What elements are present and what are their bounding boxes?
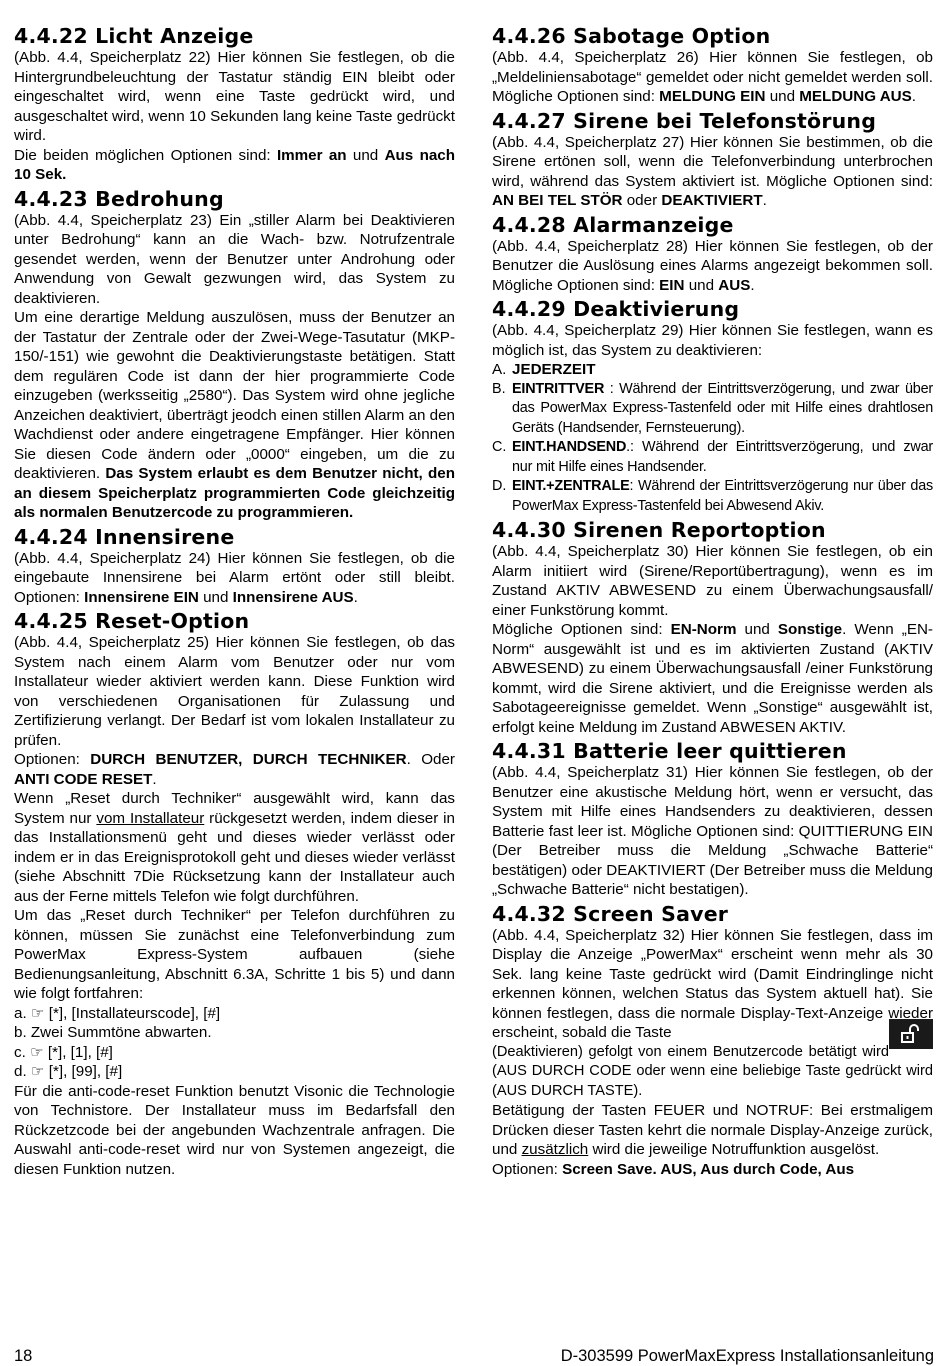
paragraph: (Abb. 4.4, Speicherplatz 31) Hier können Sie festlegen, ob der Benutzer eine akustische Meldung hört, wenn er versucht, das System mit Hilfe eines Handsenders zu deaktivieren, dessen Batterie fast leer ist. Mögliche Optionen sind: QUITTIERUNG EIN (Der Betreiber muss die Meldung „Schwache Batterie“ bestätigen) oder DEAKTIVIERT (Der Betreiber muss die Meldung „Schwache Batterie“ nicht bestatigen). xyxy=(492,764,933,898)
paragraph: (Abb. 4.4, Speicherplatz 24) Hier können Sie festlegen, ob die eingebaute Innensirene bei Alarm ertönt oder still bleibt. Optionen: Innensirene EIN und Innensirene AUS. xyxy=(14,549,455,606)
left-column xyxy=(14,22,455,1179)
list-item: c. ☞ [*], [1], [#] xyxy=(14,1043,113,1061)
option-list xyxy=(492,360,933,380)
list-item: d. ☞ [*], [99], [#] xyxy=(14,1063,123,1080)
list-item: B. EINTRITTVER : Während der Eintrittsverzögerung, und zwar über das PowerMax Express-Tastenfeld oder mit Hilfe eines drahtlosen Geräts (Handsender, Fernsteuerung). xyxy=(492,380,933,436)
paragraph: (Abb. 4.4, Speicherplatz 22) Hier können Sie festlegen, ob die Hintergrundbeleuchtung der Tastatur ständig EIN bleibt oder eingeschaltet wird, wenn eine Taste gedrückt wird, und ausgeschaltet wird, wenn 10 Sekunden lang keine Taste gedrückt wird. xyxy=(14,49,455,144)
paragraph: Um eine derartige Meldung auszulösen, muss der Benutzer an der Tastatur der Zentrale oder der Zwei-Wege-Tasutatur (MKP-150/-151) wie gewohnt die Deaktivierungstaste betätigen. Statt dem regulären Code ist dann der hier programmierte Code einzugeben (werksseitig „2580“). Das System wird ohne jegliche Anzeichen deaktiviert, überträgt jeodch einen stillen Alarm an den Wachdienst oder andere eingetragene Empfänger. Hier können Sie diesen Code ändern oder „0000“ eingeben, um die zu deaktivieren. Das System erlaubt es dem Benutzer nicht, den an diesem Speicherplatz programmierten Code gleichzeitig als normalen Benutzercode zu programmieren. xyxy=(14,309,455,521)
section-title: 4.4.22 Licht Anzeige xyxy=(14,24,254,48)
list-item: C. EINT.HANDSEND.: Während der Eintrittsverzögerung, und zwar nur mit Hilfe eines Handsender. xyxy=(492,439,933,475)
list-item: b. Zwei Summtöne abwarten. xyxy=(14,1024,212,1041)
section-title: 4.4.27 Sirene bei Telefonstörung xyxy=(492,108,877,133)
unlock-key-icon xyxy=(889,1019,933,1049)
option-list xyxy=(492,380,933,517)
paragraph: Wenn „Reset durch Techniker“ ausgewählt wird, kann das System nur vom Installateur rückgesetzt werden, indem dieser in das Installationsmenü geht und dieses wieder verlässt oder indem er in das Ereignisprotokoll geht und dieses wieder verlässt (siehe Abschnitt 7Die Rücksetzung kann der Installateur auch aus der Ferne mittels Telefon wie folgt durchführen. xyxy=(14,790,456,905)
paragraph: Um das „Reset durch Techniker“ per Telefon durchführen zu können, müssen Sie zunächst eine Telefonverbindung zum PowerMax Express-System aufbauen (siehe Bedienungsanleitung, Abschnitt 6.3A, Schritte 1 bis 5) und dann wie folgt fortfahren: xyxy=(14,907,455,1002)
paragraph: Optionen: Screen Save. AUS, Aus durch Code, Aus xyxy=(492,1160,855,1178)
document-title: D-303599 PowerMaxExpress Installationsanleitung xyxy=(560,1347,934,1365)
section-title: 4.4.30 Sirenen Reportoption xyxy=(492,518,826,542)
paragraph: Mögliche Optionen sind: EN-Norm und Sonstige. Wenn „EN-Norm“ ausgewählt ist und es im aktivierten Zustand (AKTIV ABWESEND) zu einem Überwachungsausfall /einer Funkstörung kommt, wird die Sirene aktiviert, und die Ereignisse werden als Sabotageereignisse gemeldet. Wenn „Sonstige“ ausgewählt ist, erfolgt keine Meldung im Zustand ABWESEN AKTIV. xyxy=(492,621,933,736)
paragraph: Betätigung der Tasten FEUER und NOTRUF: Bei erstmaligem Drücken dieser Tasten kehrt die normale Display-Anzeige zurück, und zusätzlich wird die jeweilige Notruffunktion ausgelöst. xyxy=(492,1102,933,1158)
section-title: 4.4.32 Screen Saver xyxy=(492,901,729,926)
section-title: 4.4.28 Alarmanzeige xyxy=(492,212,734,237)
paragraph: (Abb. 4.4, Speicherplatz 30) Hier können Sie festlegen, ob ein Alarm initiiert wird (Sirene/Reportübertragung), wenn es im Zustand AKTIV ABWESEND zu einem Überwachungsausfall/ einer Funkstörung kommt. xyxy=(492,543,933,619)
paragraph: Optionen: DURCH BENUTZER, DURCH TECHNIKER. Oder ANTI CODE RESET. xyxy=(14,751,455,788)
page-number: 18 xyxy=(14,1347,33,1365)
section-title: 4.4.29 Deaktivierung xyxy=(492,297,740,321)
paragraph: (Abb. 4.4, Speicherplatz 23) Ein „stiller Alarm bei Deaktivieren unter Bedrohung“ kann an die Wach- bzw. Notrufzentrale gesendet werden, wenn der Benutzer unter Androhung oder Anwendung von Gewalt gezwungen wird, das System zu deaktivieren. xyxy=(14,211,455,307)
paragraph: (Abb. 4.4, Speicherplatz 28) Hier können Sie festlegen, ob der Benutzer die Auslösung eines Alarms angezeigt bekommen soll. Mögliche Optionen sind: EIN und AUS. xyxy=(492,237,933,294)
paragraph: Für die anti-code-reset Funktion benutzt Visonic die Technologie von Technistore. Der Installateur muss im Bedarfsfall den Rückzetzcode bei der angebunden Wachzentrale anfragen. Die Auswahl anti-code-reset wird nur von Systemen angezeigt, die diesen Funktion nutzen. xyxy=(14,1082,455,1178)
paragraph: (Abb. 4.4, Speicherplatz 29) Hier können Sie festlegen, wann es möglich ist, das System zu deaktivieren: xyxy=(492,322,933,359)
paragraph: (Abb. 4.4, Speicherplatz 25) Hier können Sie festlegen, ob das System nach einem Alarm vom Benutzer oder nur vom Installateur wieder aktiviert werden kann. Diese Funktion wird von verschiedenen Organisationen für Zulassung und Zertifizierung verlangt. Der Bedarf ist vom lokalen Installateur zu prüfen. xyxy=(14,634,455,749)
right-column xyxy=(492,22,933,1179)
paragraph: (Abb. 4.4, Speicherplatz 26) Hier können Sie festlegen, ob „Meldeliniensabotage“ gemeldet oder nicht gemeldet werden soll. Mögliche Optionen sind: MELDUNG EIN und MELDUNG AUS. xyxy=(492,49,933,105)
section-title: 4.4.26 Sabotage Option xyxy=(492,24,771,48)
section-title: 4.4.31 Batterie leer quittieren xyxy=(492,739,847,763)
section-title: 4.4.23 Bedrohung xyxy=(14,186,224,211)
section-title: 4.4.25 Reset-Option xyxy=(14,609,250,633)
paragraph: Die beiden möglichen Optionen sind: Immer an und Aus nach 10 Sek. xyxy=(14,146,456,183)
paragraph: (Deaktivieren) gefolgt von einem Benutzercode betätigt wird (AUS DURCH CODE oder wenn eine beliebige Taste gedrückt wird (AUS DURCH TASTE). xyxy=(492,1043,933,1099)
list-item: a. ☞ [*], [Installateurscode], [#] xyxy=(14,1004,221,1022)
list-item: D. EINT.+ZENTRALE: Während der Eintrittsverzögerung nur über das PowerMax Express-Tastenfeld bei Abwesend Akiv. xyxy=(492,478,933,514)
paragraph: (Abb. 4.4, Speicherplatz 32) Hier können Sie festlegen, dass im Display die Anzeige „PowerMax“ erscheint wenn mehr als 30 Sek. lang keine Taste gedrückt wird (Damit Eindringlinge nicht erkennen können, welchen Status das System aktuell hat). Sie können festlegen, dass die normale Display-Text-Anzeige wieder erscheint, sobald die Taste xyxy=(492,926,933,1043)
section-title: 4.4.24 Innensirene xyxy=(14,524,235,549)
paragraph: (Abb. 4.4, Speicherplatz 27) Hier können Sie bestimmen, ob die Sirene ertönen soll, wenn die Telefonverbindung unterbrochen wird, während das System aktiviert ist. Mögliche Optionen sind: AN BEI TEL STÖR oder DEAKTIVIERT. xyxy=(492,133,933,209)
step-list xyxy=(14,1004,455,1082)
list-item: A. JEDERZEIT xyxy=(492,361,596,378)
